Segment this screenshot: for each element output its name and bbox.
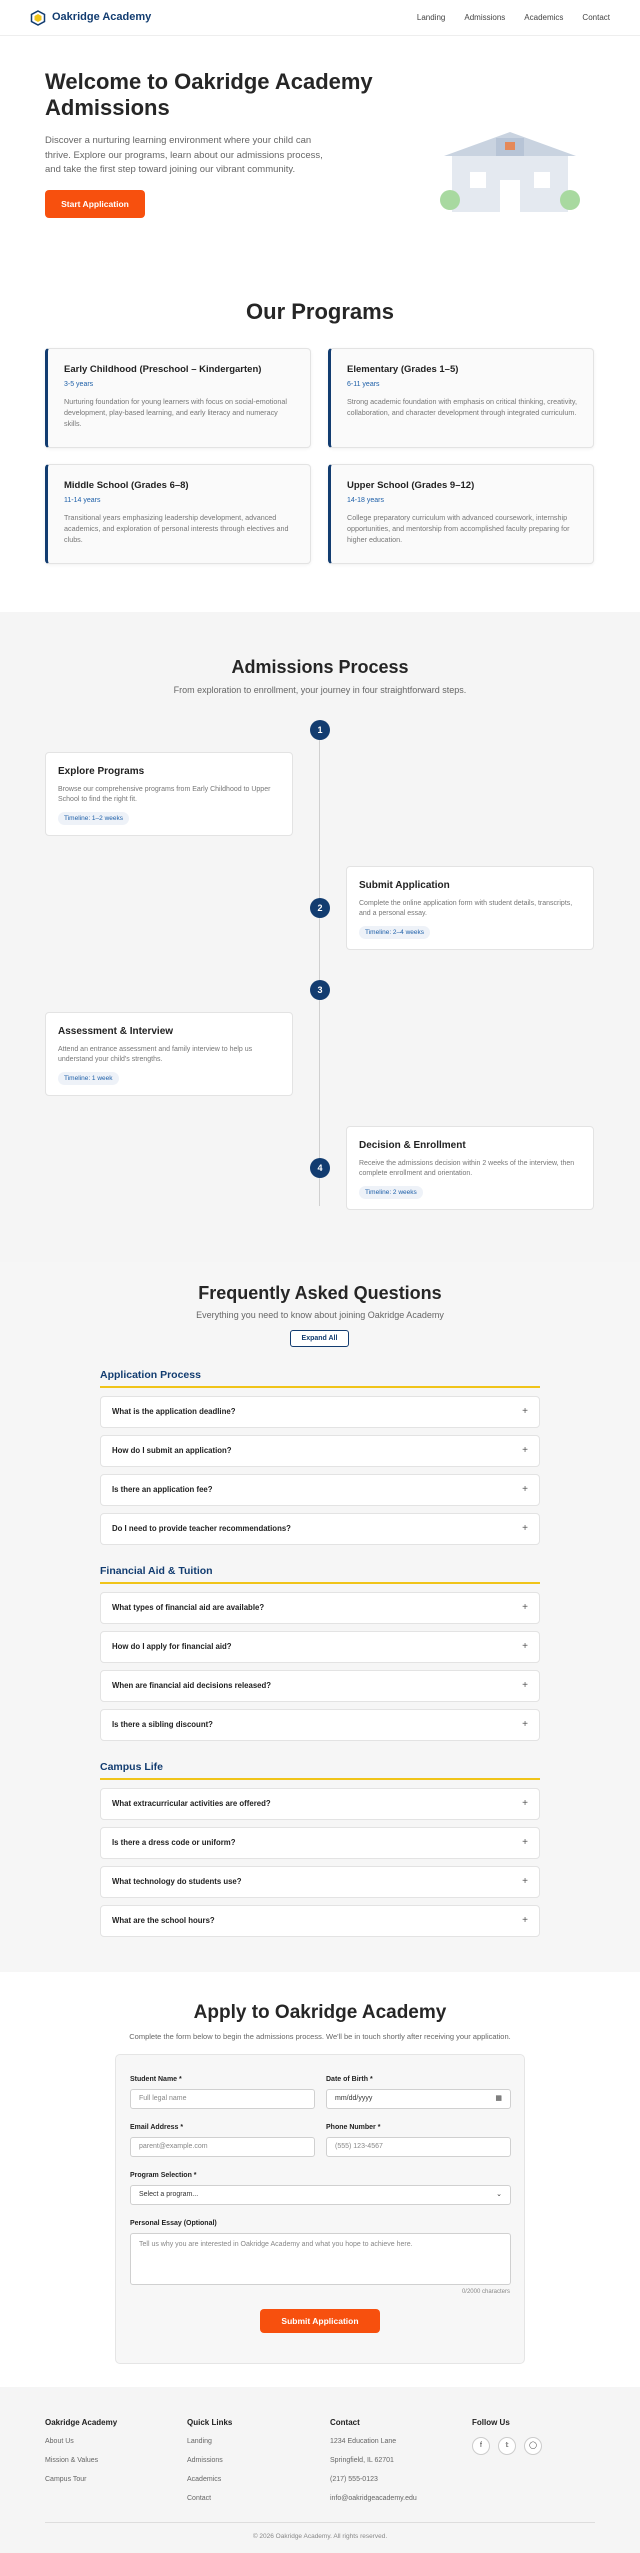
step-card	[45, 1012, 293, 1096]
hero-title: Welcome to Oakridge Academy Admissions	[45, 69, 373, 121]
step-title: Submit Application	[359, 880, 450, 891]
brand-name: Oakridge Academy	[52, 10, 152, 23]
program-age: 14-18 years	[347, 496, 384, 504]
faq-question[interactable]	[100, 1788, 540, 1820]
footer-link[interactable]: Landing	[187, 2437, 212, 2445]
program-desc: College preparatory curriculum with advanced coursework, internship opportunities, and mentorship from accomplished faculty preparing for higher education.	[347, 512, 570, 545]
step-title: Decision & Enrollment	[359, 1140, 466, 1151]
faq-question[interactable]	[100, 1513, 540, 1545]
faq-title: Frequently Asked Questions	[198, 1283, 442, 1303]
program-name: Elementary (Grades 1–5)	[347, 363, 459, 375]
step-title: Explore Programs	[58, 766, 145, 777]
main-nav	[417, 12, 610, 24]
step-timeline-badge: Timeline: 1 week	[58, 1072, 119, 1085]
faq-question[interactable]	[100, 1435, 540, 1467]
student-name-input[interactable]	[130, 2089, 315, 2109]
step-number: 4	[310, 1158, 330, 1178]
hexagon-logo-icon	[30, 10, 46, 26]
email-label: Email Address *	[130, 2124, 184, 2131]
expand-all-button[interactable]: Expand All	[290, 1330, 349, 1347]
email-input[interactable]	[130, 2137, 315, 2157]
essay-placeholder: Tell us why you are interested in Oakridge Academy and what you hope to achieve here.	[139, 2241, 413, 2248]
email-placeholder: parent@example.com	[139, 2142, 208, 2150]
step-desc: Browse our comprehensive programs from Early Childhood to Upper School to find the right fit.	[58, 785, 271, 803]
program-desc: Strong academic foundation with emphasis on critical thinking, creativity, collaboration, and character development through integrated curriculum.	[347, 396, 577, 417]
twitter-icon[interactable]: 𝕥	[498, 2437, 516, 2455]
footer-social-column	[472, 2417, 550, 2455]
character-counter: 0/2000 characters	[461, 2289, 510, 2295]
plus-icon: +	[522, 1522, 528, 1534]
faq-question-text: What technology do students use?	[112, 1877, 242, 1887]
plus-icon: +	[522, 1914, 528, 1926]
contact-city: Springfield, IL 62701	[330, 2456, 394, 2464]
plus-icon: +	[522, 1640, 528, 1652]
program-age: 11-14 years	[64, 496, 101, 504]
instagram-icon[interactable]: ◯	[524, 2437, 542, 2455]
dob-input[interactable]	[326, 2089, 511, 2109]
application-form	[115, 2054, 525, 2364]
apply-subtitle: Complete the form below to begin the admissions process. We'll be in touch shortly after receiving your application.	[129, 2031, 511, 2041]
dob-label: Date of Birth *	[326, 2076, 373, 2083]
faq-subtitle: Everything you need to know about joining Oakridge Academy	[196, 1310, 444, 1321]
admissions-title: Admissions Process	[231, 657, 409, 677]
submit-application-button[interactable]: Submit Application	[260, 2309, 380, 2333]
step-desc: Complete the online application form with student details, transcripts, and a personal essay.	[359, 899, 573, 917]
faq-question-text: Is there an application fee?	[112, 1485, 213, 1495]
plus-icon: +	[522, 1797, 528, 1809]
application-section	[0, 1972, 640, 2387]
footer-link[interactable]: Campus Tour	[45, 2475, 87, 2483]
faq-question[interactable]	[100, 1592, 540, 1624]
essay-label: Personal Essay (Optional)	[130, 2220, 217, 2227]
footer-divider	[45, 2522, 595, 2523]
plus-icon: +	[522, 1836, 528, 1848]
site-header	[0, 0, 640, 36]
plus-icon: +	[522, 1875, 528, 1887]
footer-heading: Oakridge Academy	[45, 2418, 118, 2427]
faq-category-title: Financial Aid & Tuition	[100, 1564, 540, 1584]
step-number: 2	[310, 898, 330, 918]
hero-section	[0, 36, 640, 226]
brand-logo[interactable]	[30, 10, 151, 26]
step-card	[346, 1126, 594, 1210]
faq-category-title: Campus Life	[100, 1760, 540, 1780]
apply-title: Apply to Oakridge Academy	[193, 2002, 447, 2023]
phone-label: Phone Number *	[326, 2124, 381, 2131]
program-card[interactable]	[328, 348, 594, 448]
student-name-label: Student Name *	[130, 2076, 182, 2083]
essay-textarea[interactable]	[130, 2233, 511, 2285]
contact-phone[interactable]: (217) 555-0123	[330, 2475, 378, 2483]
step-card	[45, 752, 293, 836]
program-select[interactable]	[130, 2185, 511, 2205]
step-card	[346, 866, 594, 950]
plus-icon: +	[522, 1679, 528, 1691]
chevron-down-icon: ⌄	[496, 2190, 502, 2198]
student-name-placeholder: Full legal name	[139, 2094, 187, 2102]
program-label: Program Selection *	[130, 2172, 197, 2179]
step-timeline-badge: Timeline: 1–2 weeks	[58, 812, 129, 825]
footer-link[interactable]: Academics	[187, 2475, 222, 2483]
nav-contact[interactable]: Contact	[582, 12, 610, 22]
footer-heading: Follow Us	[472, 2418, 510, 2427]
footer-link[interactable]: Mission & Values	[45, 2456, 99, 2464]
faq-question-text: What are the school hours?	[112, 1916, 215, 1926]
program-name: Early Childhood (Preschool – Kindergarten)	[64, 363, 262, 375]
faq-question-text: How do I submit an application?	[112, 1446, 232, 1456]
hero-text: Discover a nurturing learning environment where your child can thrive. Explore our programs, learn about our admissions process, and take the first step toward joining our vibrant community.	[45, 134, 323, 176]
faq-question-text: When are financial aid decisions released?	[112, 1681, 272, 1691]
step-desc: Attend an entrance assessment and family interview to help us understand your child's strengths.	[58, 1045, 253, 1063]
program-card[interactable]	[45, 464, 311, 564]
footer-heading: Contact	[330, 2418, 360, 2427]
phone-placeholder: (555) 123-4567	[335, 2142, 383, 2150]
faq-question-text: Do I need to provide teacher recommendations?	[112, 1524, 291, 1534]
footer-link[interactable]: Contact	[187, 2495, 212, 2503]
admissions-section	[0, 612, 640, 1262]
program-placeholder: Select a program...	[139, 2190, 199, 2198]
step-desc: Receive the admissions decision within 2 weeks of the interview, then complete enrollment and orientation.	[359, 1159, 575, 1177]
program-card[interactable]	[45, 348, 311, 448]
timeline-line	[319, 726, 320, 1206]
program-desc: Transitional years emphasizing leadership development, advanced academics, and exploration of personal interests through electives and clubs.	[64, 512, 289, 545]
faq-question[interactable]	[100, 1827, 540, 1859]
step-number: 3	[310, 980, 330, 1000]
programs-title: Our Programs	[246, 299, 394, 324]
step-timeline-badge: Timeline: 2 weeks	[359, 1186, 423, 1199]
footer-about-column	[45, 2417, 117, 2494]
program-name: Upper School (Grades 9–12)	[347, 479, 475, 491]
faq-question-text: Is there a sibling discount?	[112, 1720, 213, 1730]
footer-contact-column	[330, 2417, 417, 2513]
faq-question-text: What types of financial aid are available?	[112, 1603, 265, 1613]
plus-icon: +	[522, 1483, 528, 1495]
program-age: 6-11 years	[347, 380, 380, 388]
calendar-icon[interactable]: ▦	[495, 2094, 502, 2102]
phone-input[interactable]	[326, 2137, 511, 2157]
dob-placeholder: mm/dd/yyyy	[335, 2094, 373, 2102]
plus-icon: +	[522, 1718, 528, 1730]
faq-question[interactable]	[100, 1709, 540, 1741]
plus-icon: +	[522, 1601, 528, 1613]
copyright: © 2026 Oakridge Academy. All rights reserved.	[252, 2533, 388, 2540]
faq-question-text: What is the application deadline?	[112, 1407, 236, 1417]
facebook-icon[interactable]: f	[472, 2437, 490, 2455]
contact-address: 1234 Education Lane	[330, 2437, 397, 2445]
step-title: Assessment & Interview	[58, 1026, 174, 1037]
faq-question-text: Is there a dress code or uniform?	[112, 1838, 236, 1848]
footer-quicklinks-column	[187, 2417, 232, 2513]
step-timeline-badge: Timeline: 2–4 weeks	[359, 926, 430, 939]
faq-question[interactable]	[100, 1474, 540, 1506]
step-number: 1	[310, 720, 330, 740]
nav-academics[interactable]: Academics	[524, 12, 564, 22]
footer-link[interactable]: About Us	[45, 2437, 74, 2445]
school-building-illustration	[440, 128, 580, 216]
program-name: Middle School (Grades 6–8)	[64, 479, 189, 491]
program-desc: Nurturing foundation for young learners with focus on social-emotional development, play-based learning, and early literacy and numeracy skills.	[64, 396, 287, 429]
faq-question-text: What extracurricular activities are offered?	[112, 1799, 271, 1809]
nav-landing[interactable]: Landing	[416, 12, 446, 22]
faq-question[interactable]	[100, 1866, 540, 1898]
site-footer	[0, 2387, 640, 2553]
faq-question[interactable]	[100, 1396, 540, 1428]
start-application-button[interactable]: Start Application	[45, 190, 145, 218]
faq-question[interactable]	[100, 1905, 540, 1937]
admissions-subtitle: From exploration to enrollment, your journey in four straightforward steps.	[173, 685, 467, 696]
faq-question-text: How do I apply for financial aid?	[112, 1642, 232, 1652]
programs-section	[0, 296, 640, 608]
plus-icon: +	[522, 1444, 528, 1456]
footer-link[interactable]: Admissions	[187, 2456, 223, 2464]
faq-category-title: Application Process	[100, 1368, 540, 1388]
faq-question[interactable]	[100, 1631, 540, 1663]
program-card[interactable]	[328, 464, 594, 564]
plus-icon: +	[522, 1405, 528, 1417]
faq-section	[0, 1262, 640, 1972]
program-age: 3-5 years	[64, 380, 94, 388]
faq-question[interactable]	[100, 1670, 540, 1702]
footer-heading: Quick Links	[187, 2418, 233, 2427]
nav-admissions[interactable]: Admissions	[464, 12, 506, 22]
contact-email[interactable]: info@oakridgeacademy.edu	[330, 2495, 417, 2503]
